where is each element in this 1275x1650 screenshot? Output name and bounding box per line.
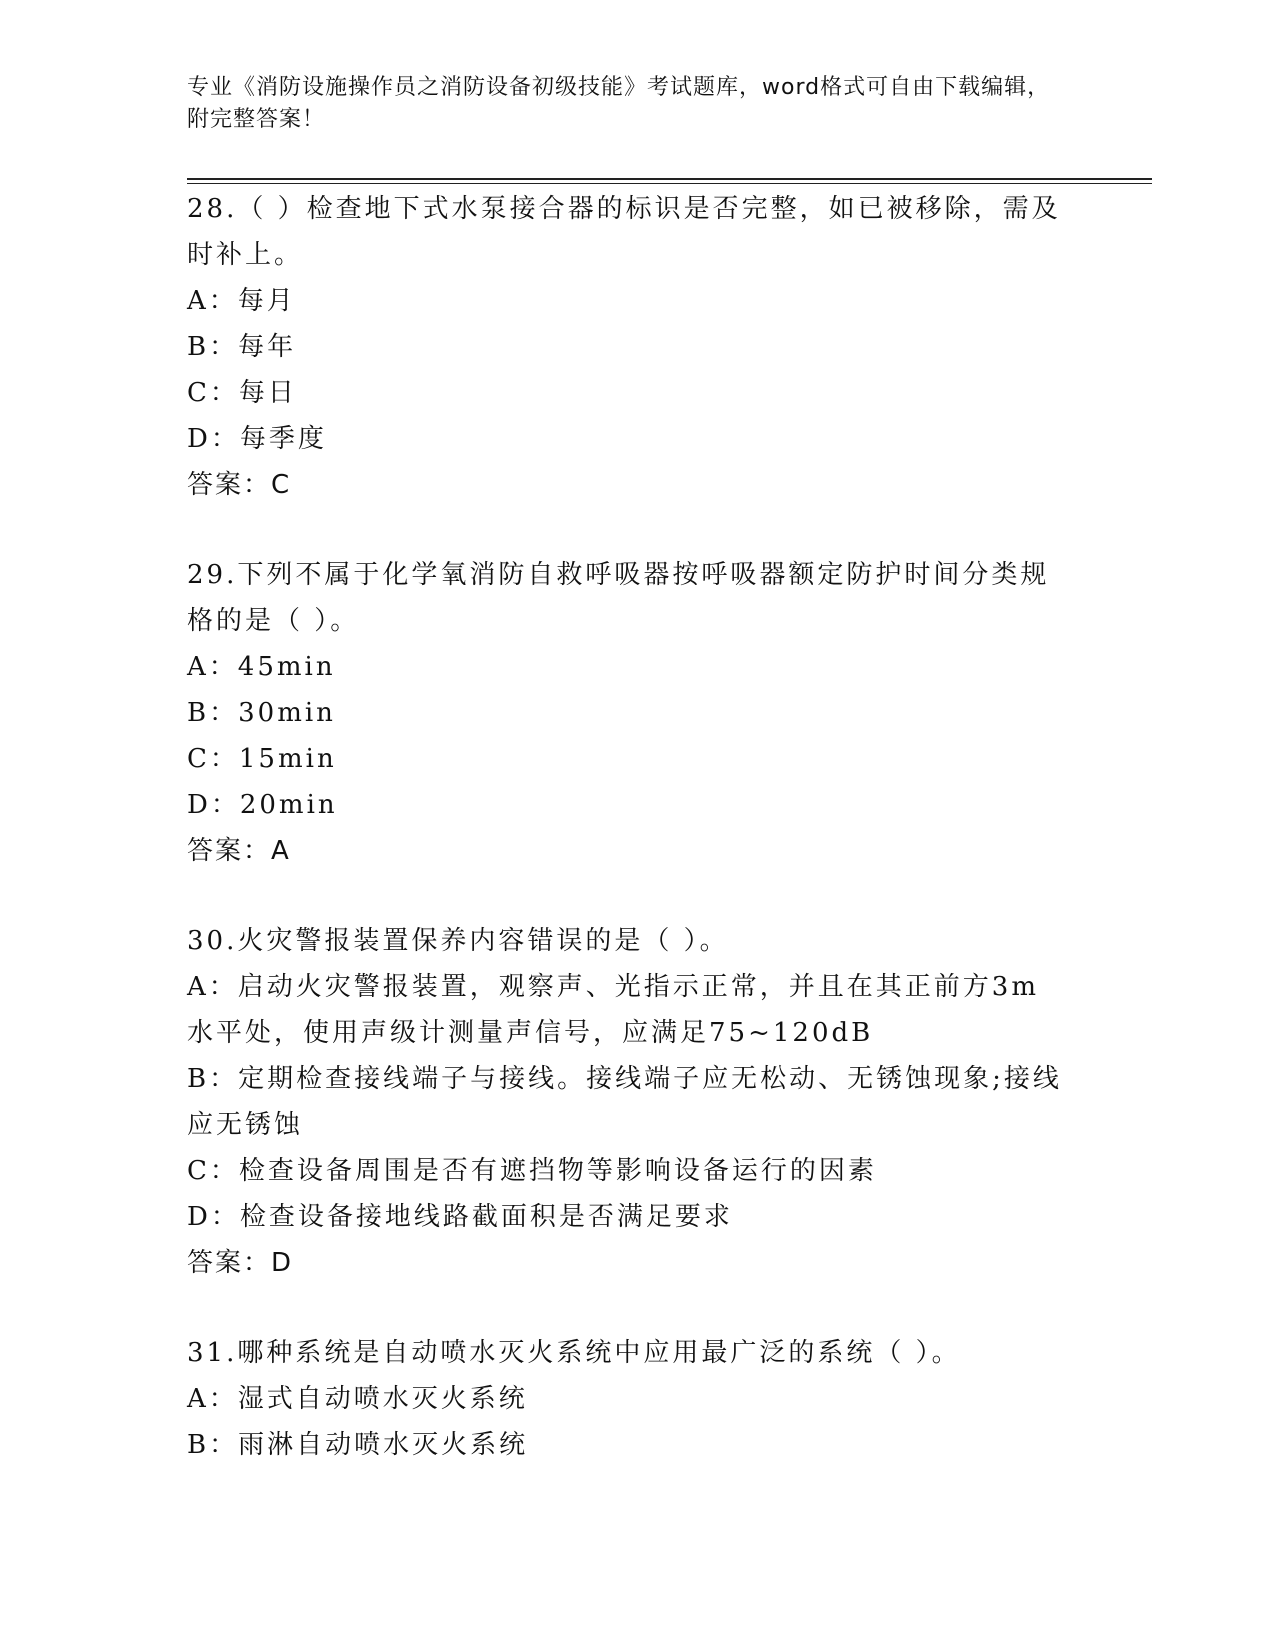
answer: 答案：A xyxy=(187,836,291,866)
option-b: B：30min xyxy=(187,698,336,728)
question-stem: 29.下列不属于化学氧消防自救呼吸器按呼吸器额定防护时间分类规格的是（ ）。 xyxy=(187,560,1050,636)
header-divider-top xyxy=(187,178,1152,180)
option-d: D：20min xyxy=(187,790,338,820)
option-d: D：每季度 xyxy=(187,424,327,454)
question-list xyxy=(187,186,1087,1512)
option-c: C：15min xyxy=(187,744,337,774)
option-b: B：每年 xyxy=(187,332,297,362)
option-a: A：湿式自动喷水灭火系统 xyxy=(187,1384,528,1414)
question-stem: 30.火灾警报装置保养内容错误的是（ ）。 xyxy=(187,926,729,956)
option-b: B：定期检查接线端子与接线。接线端子应无松动、无锈蚀现象;接线应无锈蚀 xyxy=(187,1064,1062,1140)
question-30 xyxy=(187,918,1087,1286)
option-c: C：每日 xyxy=(187,378,297,408)
option-d: D：检查设备接地线路截面积是否满足要求 xyxy=(187,1202,733,1232)
option-a: A：每月 xyxy=(187,286,296,316)
question-31 xyxy=(187,1330,1087,1468)
answer: 答案：D xyxy=(187,1248,294,1278)
question-stem: 28.（ ）检查地下式水泵接合器的标识是否完整，如已被移除，需及时补上。 xyxy=(187,194,1061,270)
document-header: 专业《消防设施操作员之消防设备初级技能》考试题库，word格式可自由下载编辑，附完整答案！ xyxy=(187,75,1051,132)
option-a: A：45min xyxy=(187,652,336,682)
question-28 xyxy=(187,186,1087,508)
question-29 xyxy=(187,552,1087,874)
question-stem: 31.哪种系统是自动喷水灭火系统中应用最广泛的系统（ ）。 xyxy=(187,1338,961,1368)
header-divider-bottom xyxy=(187,183,1152,184)
option-c: C：检查设备周围是否有遮挡物等影响设备运行的因素 xyxy=(187,1156,877,1186)
answer: 答案：C xyxy=(187,470,292,500)
option-b: B：雨淋自动喷水灭火系统 xyxy=(187,1430,529,1460)
option-a: A：启动火灾警报装置，观察声、光指示正常，并且在其正前方3m水平处，使用声级计测量声信号，应满足75~120dB xyxy=(187,972,1039,1048)
